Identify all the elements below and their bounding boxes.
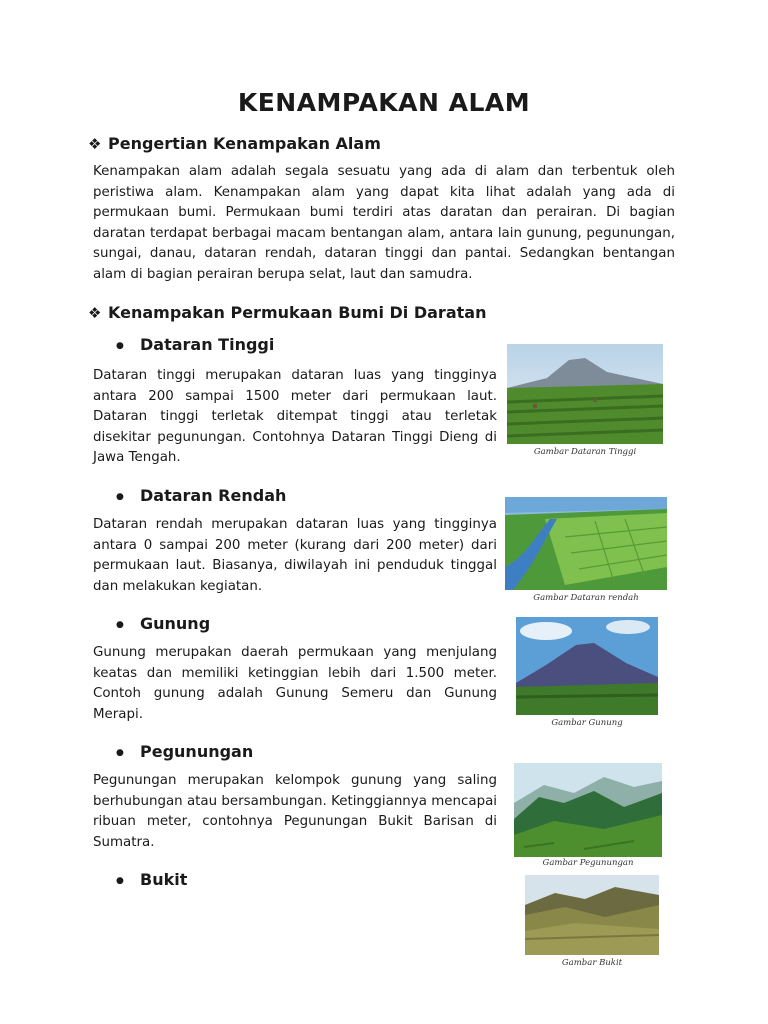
bullet-dot-icon: ● [116,747,124,758]
section-heading-label: Kenampakan Permukaan Bumi Di Daratan [108,303,487,322]
image-dataran-rendah [505,497,667,590]
bullet-dot-icon: ● [116,875,124,886]
bullet-bukit [116,870,187,889]
caption-bukit: Gambar Bukit [561,958,623,968]
diamond-bullet-icon: ❖ [88,304,102,322]
paragraph-gunung: Gunung merupakan daerah permukaan yang menjulang keatas dan memiliki ketinggian lebih dari 1.500 meter. Contoh gunung adalah Gunung Semeru dan Gunung Merapi. [93,645,497,722]
paragraph-dataran-rendah: Dataran rendah merupakan dataran luas yang tingginya antara 0 sampai 200 meter (kurang dari 200 meter) dari permukaan laut. Biasanya, diwilayah ini penduduk tinggal dan melakukan kegiatan. [93,517,497,594]
bullet-dot-icon: ● [116,619,124,630]
bullet-label: Bukit [140,870,188,889]
paragraph-pegunungan: Pegunungan merupakan kelompok gunung yang saling berhubungan atau bersambungan. Ketinggiannya mencapai ribuan meter, contohnya Pegunungan Bukit Barisan di Sumatra. [93,773,497,850]
image-pegunungan [514,763,662,857]
bullet-dataran-rendah [116,486,286,505]
caption-dataran-tinggi: Gambar Dataran Tinggi [533,447,637,457]
caption-dataran-rendah: Gambar Dataran rendah [533,593,639,603]
caption-pegunungan: Gambar Pegunungan [542,858,634,868]
bullet-gunung [116,614,210,633]
diamond-bullet-icon: ❖ [88,135,102,153]
image-gunung [516,617,658,715]
intro-paragraph: Kenampakan alam adalah segala sesuatu yang ada di alam dan terbentuk oleh peristiwa alam. Kenampakan alam yang dapat kita lihat adalah yang ada di permukaan bumi. Permukaan bumi terdiri atas daratan dan perairan. Di bagian daratan terdapat berbagai macam bentangan alam, antara lain gunung, pegunungan, sungai, danau, dataran rendah, dataran tinggi dan pantai. Sedangkan bentangan alam di bagian perairan berupa selat, laut dan samudra. [93,164,675,282]
bullet-label: Dataran Tinggi [140,335,275,354]
paragraph-dataran-tinggi: Dataran tinggi merupakan dataran luas yang tingginya antara 200 sampai 1500 meter dari permukaan laut. Dataran tinggi terletak ditempat tinggi atau terletak disekitar pegunungan. Contohnya Dataran Tinggi Dieng di Jawa Tengah. [93,368,497,466]
section-heading-permukaan-bumi [88,303,486,322]
image-bukit [525,875,659,955]
bullet-dataran-tinggi [116,335,274,354]
section-heading-pengertian [88,134,381,153]
bullet-label: Pegunungan [140,742,254,761]
bullet-pegunungan [116,742,253,761]
caption-gunung: Gambar Gunung [551,718,623,728]
bullet-dot-icon: ● [116,340,124,351]
bullet-label: Gunung [140,614,211,633]
image-dataran-tinggi [507,344,663,444]
bullet-dot-icon: ● [116,491,124,502]
page-title: KENAMPAKAN ALAM [237,88,531,117]
section-heading-label: Pengertian Kenampakan Alam [108,134,381,153]
bullet-label: Dataran Rendah [140,486,287,505]
